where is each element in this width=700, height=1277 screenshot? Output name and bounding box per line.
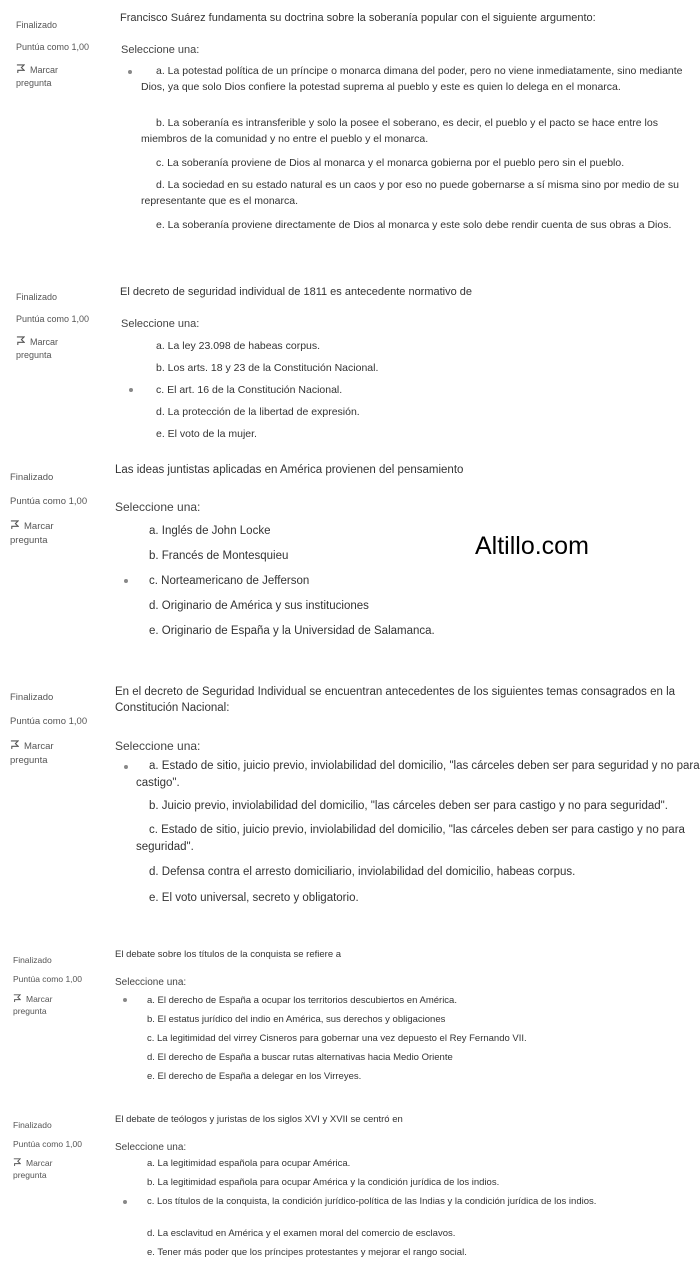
answer-option[interactable]: c. Los títulos de la conquista, la condición jurídico-política de las Indias y la condición jurídica de los indios. [135,1195,700,1221]
question-points: Puntúa como 1,00 [13,1139,82,1149]
answer-option[interactable]: c. El art. 16 de la Constitución Nacional. [156,379,700,401]
question-status: Finalizado [16,20,58,30]
answer-option[interactable]: d. El derecho de España a buscar rutas alternativas hacia Medio Oriente [147,1052,453,1063]
answer-option[interactable]: d. La sociedad en su estado natural es un caos y por eso no puede gobernarse a sí misma sino por medio de su representante que es el monarca. [141,179,679,207]
answer-option[interactable]: a. Inglés de John Locke [149,525,271,537]
question-points: Puntúa como 1,00 [16,314,90,324]
flag-question-link[interactable] [10,520,72,548]
question-block [0,1110,700,1277]
flag-icon [16,64,25,73]
question-text: El debate de teólogos y juristas de los siglos XVI y XVII se centró en [115,1114,403,1125]
answer-option[interactable]: b. Juicio previo, inviolabilidad del domicilio, "las cárceles deben ser para castigo y no para seguridad". [149,800,668,812]
question-text: El decreto de seguridad individual de 1811 es antecedente normativo de [120,286,473,298]
answer-option[interactable]: a. La legitimidad española para ocupar América. [147,1158,351,1169]
flag-label: Marcar pregunta [16,337,59,361]
answer-option[interactable]: b. La legitimidad española para ocupar América y la condición jurídica de los indios. [147,1177,500,1188]
question-points: Puntúa como 1,00 [13,974,82,984]
question-text: Francisco Suárez fundamenta su doctrina sobre la soberanía popular con el siguiente argumento: [120,12,596,24]
answer-option[interactable]: c. Estado de sitio, juicio previo, inviolabilidad del domicilio, "las cárceles deben ser para castigo y no para seguridad". [136,824,685,853]
flag-icon [16,336,25,345]
flag-label: Marcar pregunta [10,521,54,546]
question-text: Las ideas juntistas aplicadas en América provienen del pensamiento [115,464,464,476]
answer-option[interactable]: d. Originario de América y sus instituciones [149,600,369,612]
answer-option[interactable]: a. La potestad política de un príncipe o monarca dimana del poder, pero no viene inmediatamente, sino mediante Dios, ya que solo Dios confiere la potestad suprema al pueblo y este es quien lo delega en el monarca. [141,64,700,110]
question-block [0,0,700,270]
flag-icon [10,520,19,529]
flag-icon [10,740,19,749]
radio-selected[interactable] [128,70,132,74]
question-points: Puntúa como 1,00 [10,716,88,727]
flag-label: Marcar pregunta [13,994,53,1017]
answer-option[interactable]: e. El voto de la mujer. [156,428,257,440]
answer-option[interactable]: c. La legitimidad del virrey Cisneros para gobernar una vez depuesto el Rey Fernando VII. [147,1033,527,1044]
answer-option[interactable]: e. El voto universal, secreto y obligatorio. [149,892,359,904]
question-text: En el decreto de Seguridad Individual se encuentran antecedentes de los siguientes temas consagrados en la Constitución Nacional: [115,686,676,714]
question-block [0,678,700,918]
question-block [0,458,700,658]
question-status: Finalizado [13,955,52,965]
question-block [0,280,700,450]
answer-option[interactable]: e. Originario de España y la Universidad de Salamanca. [149,625,435,637]
question-points: Puntúa como 1,00 [10,496,88,507]
radio-selected[interactable] [124,579,128,583]
question-block [0,945,700,1095]
answer-option[interactable]: d. Defensa contra el arresto domiciliario, inviolabilidad del domicilio, habeas corpus. [149,866,576,878]
select-one-label: Seleccione una: [115,1142,187,1153]
answer-options [147,991,700,1086]
flag-question-link[interactable] [13,1157,68,1182]
answer-options [149,519,700,644]
question-points: Puntúa como 1,00 [16,42,90,52]
flag-icon [13,1158,21,1166]
answer-option[interactable]: a. El derecho de España a ocupar los territorios descubiertos en América. [147,991,700,1010]
select-one-label: Seleccione una: [121,44,200,56]
answer-options [136,758,700,908]
answer-option[interactable]: d. La protección de la libertad de expresión. [156,406,360,418]
flag-question-link[interactable] [16,336,78,362]
select-one-label: Seleccione una: [115,977,187,988]
flag-label: Marcar pregunta [13,1158,53,1181]
select-one-label: Seleccione una: [121,318,200,330]
flag-question-link[interactable] [16,64,78,90]
select-one-label: Seleccione una: [115,739,201,753]
answer-option[interactable]: b. Los arts. 18 y 23 de la Constitución Nacional. [156,362,379,374]
question-status: Finalizado [16,292,58,302]
answer-option[interactable]: e. Tener más poder que los príncipes protestantes y mejorar el rango social. [147,1247,467,1258]
answer-option[interactable]: e. La soberanía proviene directamente de Dios al monarca y este solo debe rendir cuenta de sus obras a Dios. [156,219,672,231]
answer-option[interactable]: d. La esclavitud en América y el examen moral del comercio de esclavos. [147,1228,456,1239]
answer-option[interactable]: c. Norteamericano de Jefferson [149,569,700,594]
question-status: Finalizado [13,1120,52,1130]
answer-option[interactable]: b. El estatus jurídico del indio en América, sus derechos y obligaciones [147,1014,446,1025]
answer-options [141,64,700,250]
radio-selected[interactable] [123,1200,127,1204]
flag-label: Marcar pregunta [10,741,54,766]
answer-options [156,335,700,445]
answer-options [135,1157,700,1259]
question-status: Finalizado [10,472,54,483]
answer-option[interactable]: b. La soberanía es intransferible y solo la posee el soberano, es decir, el pueblo y el pacto se hace entre los miembros de la comunidad y no entre el pueblo y el monarca. [141,117,658,145]
answer-option[interactable]: a. La ley 23.098 de habeas corpus. [156,340,321,352]
radio-selected[interactable] [124,765,128,769]
flag-label: Marcar pregunta [16,65,59,89]
watermark: Altillo.com [475,532,589,560]
radio-selected[interactable] [129,388,133,392]
flag-icon [13,994,21,1002]
answer-option[interactable]: b. Francés de Montesquieu [149,550,289,562]
answer-option[interactable]: a. Estado de sitio, juicio previo, inviolabilidad del domicilio, "las cárceles deben ser para seguridad y no para castigo". [136,758,700,792]
answer-option[interactable]: e. El derecho de España a delegar en los Virreyes. [147,1071,362,1082]
flag-question-link[interactable] [10,740,72,768]
radio-selected[interactable] [123,998,127,1002]
answer-option[interactable]: c. La soberanía proviene de Dios al monarca y el monarca gobierna por el pueblo pero sin el pueblo. [156,157,625,169]
question-text: El debate sobre los títulos de la conquista se refiere a [115,949,342,960]
select-one-label: Seleccione una: [115,500,201,514]
question-status: Finalizado [10,692,54,703]
flag-question-link[interactable] [13,993,68,1018]
